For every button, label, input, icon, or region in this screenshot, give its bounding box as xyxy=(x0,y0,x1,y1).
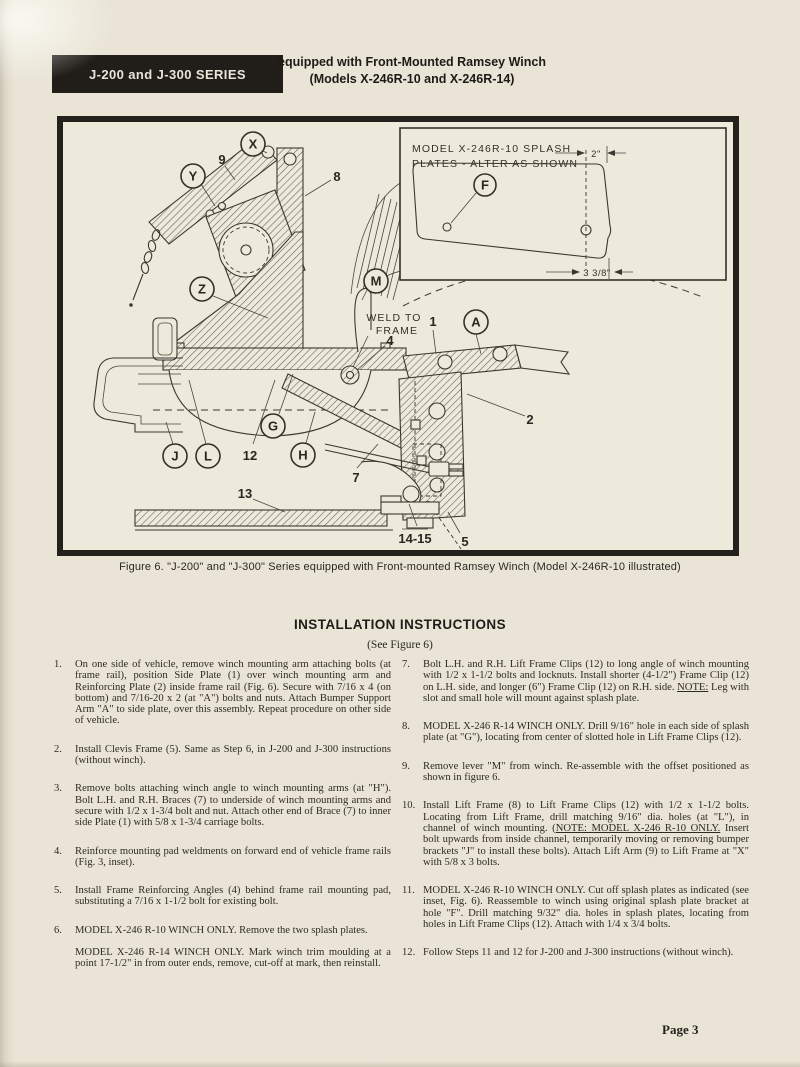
callout-x xyxy=(241,132,265,156)
callout-y xyxy=(181,164,205,188)
label-9: 9 xyxy=(218,152,226,167)
series-title: J-200 and J-300 SERIES xyxy=(89,66,246,82)
label-14-15: 14-15 xyxy=(398,531,432,546)
svg-text:J: J xyxy=(171,448,179,464)
svg-text:X: X xyxy=(248,136,258,152)
note-label: NOTE: MODEL X-246 R-10 ONLY. xyxy=(555,822,721,834)
callout-a xyxy=(464,310,488,334)
callout-j xyxy=(163,444,187,468)
item-number: 7. xyxy=(402,659,410,670)
callout-g xyxy=(261,414,285,438)
item-number: 9. xyxy=(402,760,410,772)
svg-text:F: F xyxy=(481,177,489,193)
label-4: 4 xyxy=(386,333,394,348)
weld-note-line-2: FRAME xyxy=(375,325,419,337)
item-text: Install Lift Frame (8) to Lift Frame Clips (12) with 1/2 x 1-1/2 bolts. Locating from Lift Frame, drill matching 9/16" dia. holes (at "L"), in channel of winch mounting. (NOTE: MODEL X-246 R-10 ONLY. Insert bolt upwards from inside channel, temporarily moving or removing bumper brackets "J" to install these bolts). Attach Lift Arm (9) to Lift Frame at "X" with 5/8 x 3 bolts. xyxy=(423,800,749,868)
callout-m xyxy=(364,269,388,293)
label-8: 8 xyxy=(333,169,341,184)
instruction-item-2 xyxy=(54,744,391,767)
subtitle-line-2: (Models X-246R-10 and X-246R-14) xyxy=(309,71,515,86)
item-text: Install Clevis Frame (5). Same as Step 6, in J-200 and J-300 instructions (without winch). xyxy=(75,743,391,767)
instruction-item-10 xyxy=(402,800,749,868)
instruction-item-7 xyxy=(402,659,749,704)
inset-title-line-2: PLATES - ALTER AS SHOWN xyxy=(412,158,579,170)
instruction-item-3 xyxy=(54,783,391,828)
svg-text:2": 2" xyxy=(591,149,601,160)
side-plate-assembly xyxy=(399,345,569,528)
label-12: 12 xyxy=(242,448,258,463)
item-text: Follow Steps 11 and 12 for J-200 and J-300 instructions (without winch). xyxy=(423,947,734,959)
tow-hook-pin xyxy=(403,486,419,502)
callout-l xyxy=(196,444,220,468)
instruction-item-9 xyxy=(402,761,749,784)
item-number: 1. xyxy=(54,659,62,670)
item-number: 12. xyxy=(402,947,416,959)
instructions-column-left xyxy=(54,659,391,987)
item-number: 2. xyxy=(54,743,62,755)
item-text: MODEL X-246 R-10 WINCH ONLY. Cut off splash plates as indicated (see inset, Fig. 6). Reassemble to winch using original splash plate bracket at hole "F". Drill matching 9/32" dia. holes in splash plates, locating from holes in Lift Frame Clips (12). Attach with 1/4 x 3/4 bolts. xyxy=(423,885,749,931)
torn-frame-edge xyxy=(515,345,569,374)
label-13: 13 xyxy=(237,486,253,501)
instruction-item-11 xyxy=(402,885,749,930)
page-number: Page 3 xyxy=(662,1022,699,1037)
weld-note-line-1: WELD TO xyxy=(366,312,422,324)
item-text: Remove lever "M" from winch. Re-assemble with the offset positioned as shown in figure 6. xyxy=(423,760,749,784)
item-text xyxy=(75,925,391,970)
instructions-column-right xyxy=(402,659,749,976)
item-number: 10. xyxy=(402,800,416,812)
item-number: 8. xyxy=(402,721,410,733)
label-7: 7 xyxy=(352,470,360,485)
item-number: 5. xyxy=(54,885,62,897)
svg-text:Z: Z xyxy=(198,281,206,297)
instruction-item-8 xyxy=(402,721,749,744)
callout-h xyxy=(291,443,315,467)
callout-f xyxy=(474,174,496,196)
weld-washer xyxy=(341,366,359,384)
svg-text:3 3/8": 3 3/8" xyxy=(583,268,611,279)
item-text: Reinforce mounting pad weldments on forward end of vehicle frame rails (Fig. 3, inset). xyxy=(75,845,391,868)
chain xyxy=(130,229,161,307)
svg-text:A: A xyxy=(471,314,481,330)
item-text: MODEL X-246 R-14 WINCH ONLY. Drill 9/16" hole in each side of splash plate (at "G"), locating from center of slotted hole in Lift Frame Clips (12). xyxy=(423,721,749,744)
item-text: On one side of vehicle, remove winch mounting arm attaching bolts (at frame rail), position Side Plate (1) over winch mounting arm and Reinforcing Plate (2) inside frame rail (Fig. 6). Secure with 7/16 x 4 (on bottom) and 7/16-20 x 2 (at "A") bolts and nuts. Attach Bumper Support Arm "A" to side plate, over this assembly. Repeat procedure on other side of vehicle. xyxy=(75,659,391,727)
instruction-item-1 xyxy=(54,659,391,727)
figure-caption: Figure 6. "J-200" and "J-300" Series equipped with Front-mounted Ramsey Winch (Model X-246R-10 illustrated) xyxy=(119,561,681,573)
callout-z xyxy=(190,277,214,301)
instructions-subtitle: (See Figure 6) xyxy=(367,639,433,651)
instructions-title: INSTALLATION INSTRUCTIONS xyxy=(294,617,506,632)
splash-plate-inset xyxy=(400,128,726,280)
svg-text:Y: Y xyxy=(188,168,198,184)
subtitle-line-1: equipped with Front-Mounted Ramsey Winch xyxy=(278,55,546,69)
item-text: Remove bolts attaching winch angle to winch mounting arms (at "H"). Bolt L.H. and R.H. Braces (7) to underside of winch mounting arms and secure with 1/2 x 1-3/4 bolt and nut. Attach other end of Brace (7) to inner side Plate (1) with 5/8 x 1-3/4 carriage bolts. xyxy=(75,783,391,829)
series-title-box xyxy=(52,55,283,93)
item-number: 3. xyxy=(54,783,62,795)
item-paragraph-2: MODEL X-246 R-14 WINCH ONLY. Mark winch trim moulding at a point 17-1/2" in from outer ends, remove, cut-off at mark, then reinstall. xyxy=(75,947,391,970)
instruction-item-5 xyxy=(54,885,391,908)
instruction-item-6 xyxy=(54,925,391,970)
instruction-item-4 xyxy=(54,846,391,869)
svg-text:L: L xyxy=(204,448,212,464)
winch-diagram xyxy=(63,122,733,550)
svg-text:H: H xyxy=(298,447,308,463)
inset-title-line-1: MODEL X-246R-10 SPLASH xyxy=(412,143,572,155)
label-2: 2 xyxy=(526,412,534,427)
label-1: 1 xyxy=(429,314,437,329)
item-number: 11. xyxy=(402,885,415,897)
note-label: NOTE: xyxy=(677,681,709,693)
ground-bar xyxy=(135,496,439,530)
item-paragraph-1: MODEL X-246 R-10 WINCH ONLY. Remove the two splash plates. xyxy=(75,924,368,936)
item-number: 6. xyxy=(54,924,62,936)
figure-6-drawing xyxy=(57,116,739,556)
page-subtitle xyxy=(262,54,562,88)
svg-text:M: M xyxy=(370,273,382,289)
label-5: 5 xyxy=(461,534,469,549)
item-text: Install Frame Reinforcing Angles (4) behind frame rail mounting pad, substituting a 7/16 x 1-1/2 bolt for existing bolt. xyxy=(75,885,391,908)
item-number: 4. xyxy=(54,845,62,857)
instruction-item-12 xyxy=(402,947,749,958)
item-text: Bolt L.H. and R.H. Lift Frame Clips (12) to long angle of winch mounting with 1/2 x 1-1/2 bolts and locknuts. Install shorter (4-1/2") Frame Clip (12) on L.H. side, and longer (6") Frame Clip (12) on R.H. side. NOTE: Leg with slot and small hole will mount against splash plate. xyxy=(423,659,749,704)
svg-text:G: G xyxy=(267,418,279,434)
